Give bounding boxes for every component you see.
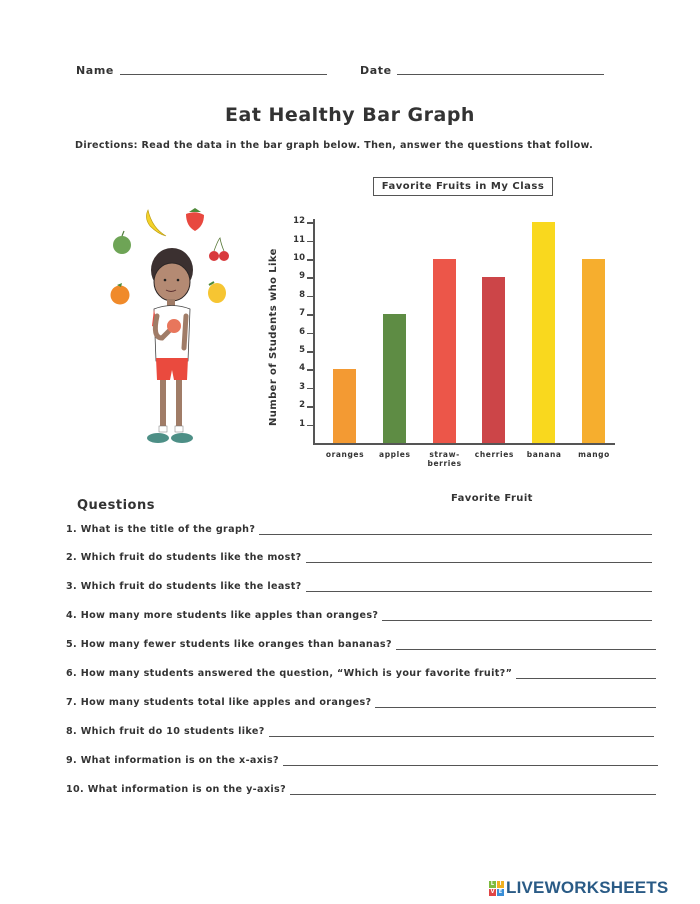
bar-apples <box>383 314 406 443</box>
bar-banana <box>532 222 555 443</box>
orange-icon <box>111 283 130 305</box>
question-row <box>66 755 658 766</box>
mango-icon <box>208 282 226 303</box>
answer-line-10[interactable] <box>290 784 656 795</box>
question-row <box>66 581 652 592</box>
y-tick <box>307 351 315 353</box>
y-tick <box>307 296 315 298</box>
y-tick <box>307 406 315 408</box>
x-axis-label: Favorite Fruit <box>451 493 533 504</box>
x-category-label <box>469 450 519 459</box>
answer-line-9[interactable] <box>283 755 658 766</box>
answer-line-3[interactable] <box>306 581 652 592</box>
liveworksheets-logo <box>489 878 668 898</box>
logo-tiles-icon <box>489 881 504 896</box>
question-text: 8. Which fruit do 10 students like? <box>66 726 265 737</box>
y-tick <box>307 259 315 261</box>
y-tick <box>307 277 315 279</box>
y-tick <box>307 369 315 371</box>
answer-line-7[interactable] <box>375 697 656 708</box>
question-row <box>66 784 656 795</box>
x-category-label-line: banana <box>526 450 562 459</box>
question-row <box>66 524 652 535</box>
y-tick-label: 5 <box>299 345 305 355</box>
y-tick <box>307 222 315 224</box>
x-category-label-line: oranges <box>325 450 365 459</box>
x-category-label <box>569 450 619 459</box>
answer-line-8[interactable] <box>269 726 654 737</box>
bar-strawberries <box>433 259 456 443</box>
y-tick-label: 6 <box>299 326 305 337</box>
page-title: Eat Healthy Bar Graph <box>225 104 475 126</box>
question-row <box>66 639 656 650</box>
answer-line-2[interactable] <box>306 552 652 563</box>
x-category-label <box>420 450 470 468</box>
y-tick <box>307 333 315 335</box>
question-text: 5. How many fewer students like oranges than bananas? <box>66 639 392 650</box>
name-field[interactable] <box>120 74 327 75</box>
y-tick-label: 1 <box>299 418 305 429</box>
y-tick <box>307 241 315 243</box>
x-axis <box>313 443 615 445</box>
y-axis-label: Number of Students who Like <box>268 248 279 426</box>
question-text: 6. How many students answered the question, “Which is your favorite fruit?” <box>66 668 513 679</box>
y-tick-label: 12 <box>293 216 305 227</box>
questions-heading: Questions <box>77 498 155 513</box>
bar-oranges <box>333 369 356 443</box>
question-text: 2. Which fruit do students like the most? <box>66 552 302 563</box>
boy-icon <box>147 248 193 443</box>
question-row <box>66 668 656 679</box>
directions-text: Directions: Read the data in the bar graph below. Then, answer the questions that follow. <box>75 140 594 151</box>
x-category-label-line: mango <box>578 450 610 459</box>
answer-line-1[interactable] <box>259 524 652 535</box>
question-text: 1. What is the title of the graph? <box>66 524 256 535</box>
chart-title: Favorite Fruits in My Class <box>373 177 553 196</box>
banana-icon <box>146 210 166 236</box>
bar-mango <box>582 259 605 443</box>
question-row <box>66 726 654 737</box>
date-field[interactable] <box>397 74 604 75</box>
date-label: Date <box>360 64 392 77</box>
answer-line-6[interactable] <box>516 668 656 679</box>
logo-tile: I <box>497 881 504 888</box>
x-category-label-line: apples <box>379 450 411 459</box>
boy-juggling-fruits-illustration <box>100 198 240 453</box>
x-category-label-line: berries <box>427 459 462 468</box>
y-tick-label: 8 <box>299 289 305 300</box>
logo-tile: E <box>498 888 503 895</box>
x-category-label <box>320 450 370 459</box>
question-row <box>66 610 652 621</box>
y-tick-label: 11 <box>293 234 305 245</box>
question-text: 10. What information is on the y-axis? <box>66 784 286 795</box>
x-category-label <box>519 450 569 459</box>
x-category-label <box>370 450 420 459</box>
bar-cherries <box>482 277 505 443</box>
y-tick-label: 7 <box>299 308 305 319</box>
name-label: Name <box>76 64 114 77</box>
strawberry-icon <box>186 208 204 231</box>
question-row <box>66 552 652 563</box>
y-tick-label: 10 <box>293 253 305 263</box>
question-text: 7. How many students total like apples and oranges? <box>66 697 372 708</box>
question-text: 9. What information is on the x-axis? <box>66 755 279 766</box>
x-category-label-line: cherries <box>474 450 514 459</box>
apple-icon <box>113 231 131 254</box>
question-row <box>66 697 656 708</box>
y-axis <box>313 219 315 444</box>
logo-tile: V <box>490 888 495 895</box>
cherries-icon <box>209 238 229 261</box>
x-category-label-line: straw- <box>429 450 460 459</box>
y-tick <box>307 425 315 427</box>
answer-line-4[interactable] <box>382 610 652 621</box>
logo-text: LIVEWORKSHEETS <box>506 878 669 897</box>
y-tick-label: 3 <box>299 381 305 392</box>
y-tick <box>307 314 315 316</box>
question-text: 3. Which fruit do students like the least? <box>66 581 302 592</box>
y-tick-label: 2 <box>299 400 305 411</box>
y-tick-label: 9 <box>299 271 305 282</box>
logo-tile: L <box>490 880 495 887</box>
answer-line-5[interactable] <box>396 639 656 650</box>
y-tick <box>307 388 315 390</box>
y-tick-label: 4 <box>299 363 305 374</box>
question-text: 4. How many more students like apples than oranges? <box>66 610 379 621</box>
